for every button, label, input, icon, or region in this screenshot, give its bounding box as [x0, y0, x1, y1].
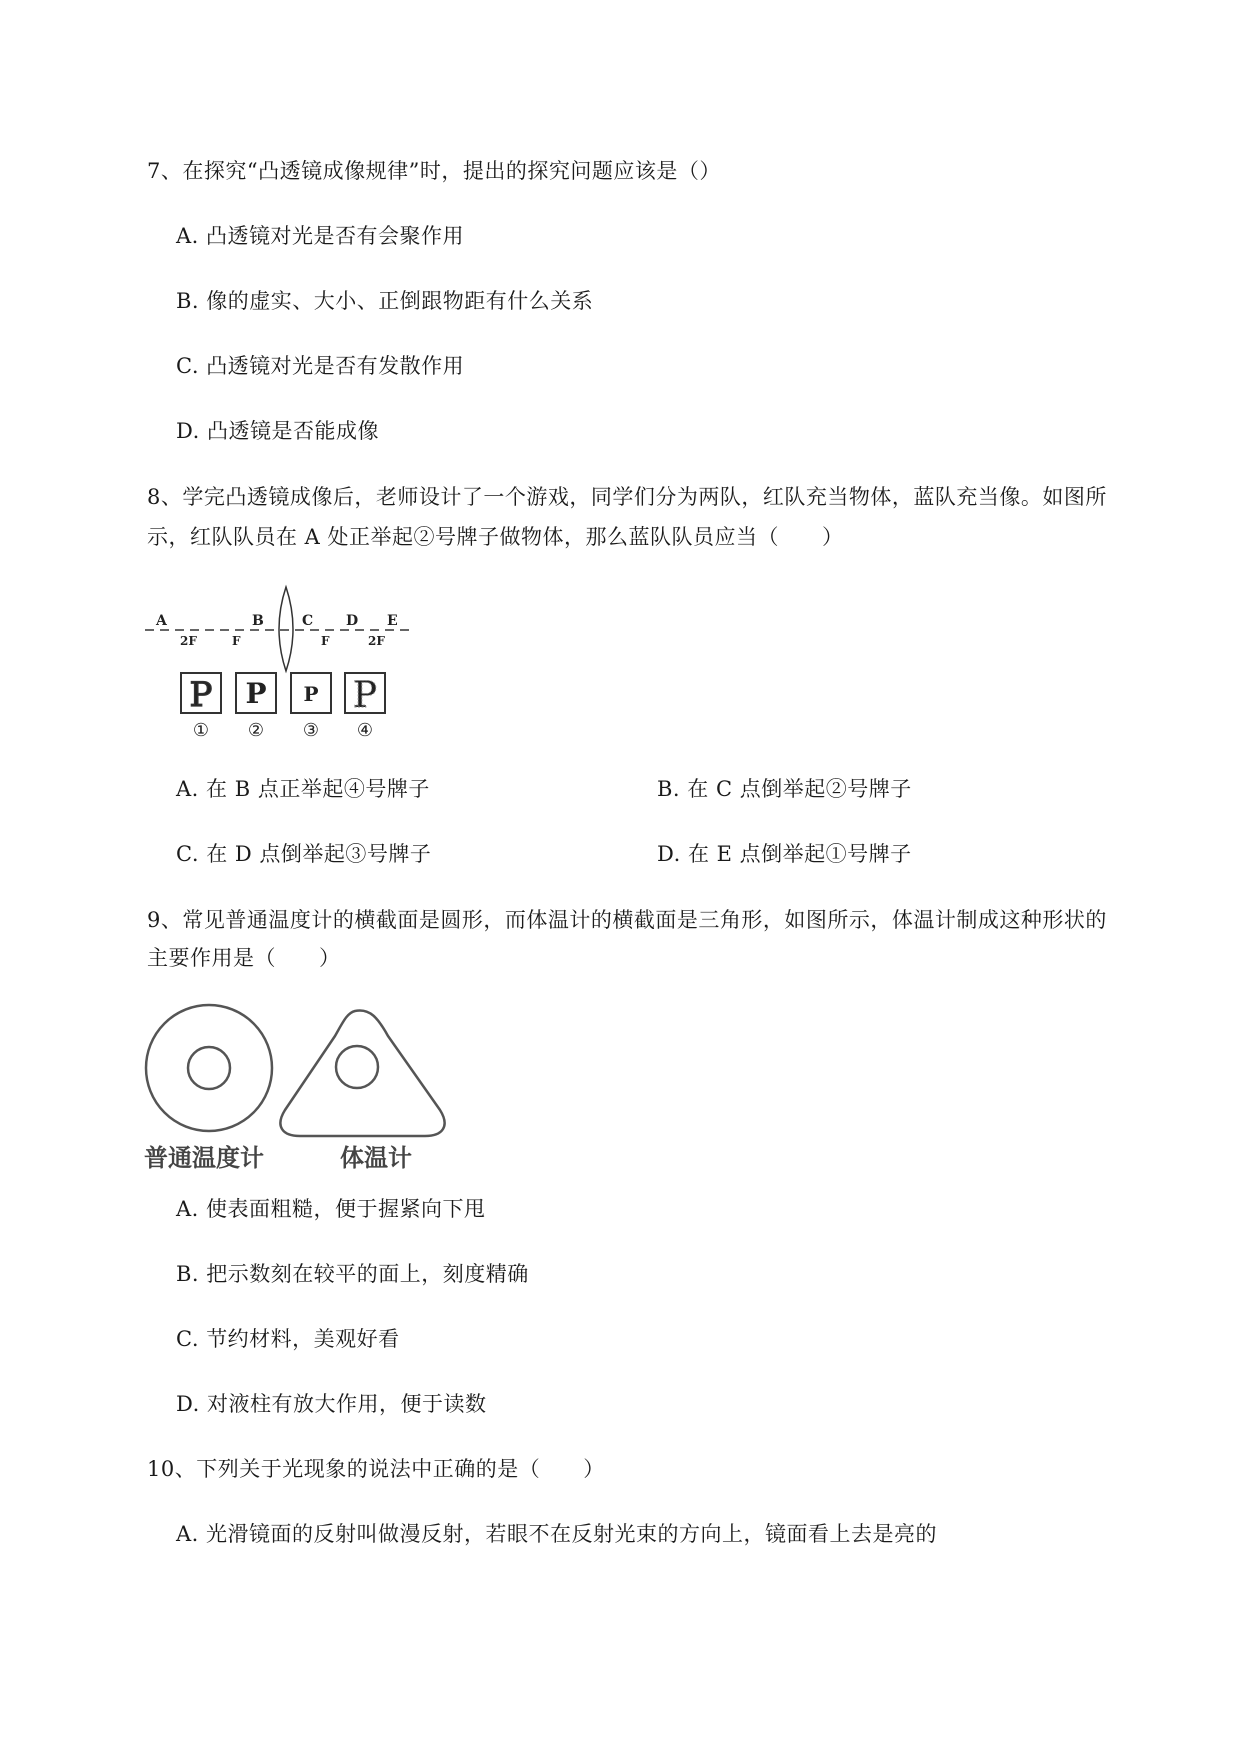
option-text: 在 B 点正举起④号牌子	[206, 777, 430, 801]
q9-option-d	[176, 1390, 486, 1418]
option-label: D.	[657, 842, 681, 866]
card-3-letter: P	[303, 682, 319, 706]
clinical-thermometer-triangle	[280, 1010, 444, 1136]
q9-stem-line1: 9、常见普通温度计的横截面是圆形，而体温计的横截面是三角形，如图所示，体温计制成这种形状的	[147, 908, 1107, 932]
ordinary-thermometer-inner-circle	[188, 1047, 230, 1089]
option-text: 对液柱有放大作用，便于读数	[206, 1392, 487, 1416]
point-label-e: E	[387, 613, 398, 629]
option-label: A.	[176, 1197, 199, 1221]
q10-option-a	[176, 1520, 937, 1548]
option-label: A.	[176, 777, 199, 801]
focal-label-f-left: F	[232, 634, 241, 648]
option-label: B.	[176, 289, 200, 313]
q9-option-b	[176, 1260, 529, 1288]
q8-option-b	[657, 775, 912, 803]
q7-option-b	[176, 287, 593, 315]
point-label-a: A	[156, 613, 167, 629]
lens-game-figure	[140, 585, 430, 745]
option-label: B.	[657, 777, 681, 801]
q8-option-c	[176, 840, 431, 868]
option-text: 像的虚实、大小、正倒跟物距有什么关系	[206, 289, 594, 313]
option-text: 在 D 点倒举起③号牌子	[206, 842, 432, 866]
option-text: 光滑镜面的反射叫做漫反射，若眼不在反射光束的方向上，镜面看上去是亮的	[206, 1522, 938, 1546]
option-label: C.	[176, 1327, 199, 1351]
option-text: 在 C 点倒举起②号牌子	[687, 777, 912, 801]
option-text: 凸透镜对光是否有会聚作用	[206, 224, 465, 248]
option-text: 把示数刻在较平的面上，刻度精确	[206, 1262, 529, 1286]
q8-stem-line2: 示，红队队员在 A 处正举起②号牌子做物体，那么蓝队队员应当（ ）	[147, 525, 844, 549]
q7-option-d	[176, 417, 379, 445]
card-3-number: ③	[302, 720, 320, 741]
ordinary-thermometer-label: 普通温度计	[144, 1144, 264, 1172]
q8-option-d	[657, 840, 912, 868]
ordinary-thermometer-outer-circle	[146, 1005, 272, 1131]
option-text: 在 E 点倒举起①号牌子	[687, 842, 912, 866]
option-label: C.	[176, 842, 199, 866]
card-2-number: ②	[247, 720, 265, 741]
q9-option-c	[176, 1325, 400, 1353]
point-label-c: C	[302, 613, 314, 629]
q8-option-a	[176, 775, 430, 803]
focal-label-2f-right: 2F	[368, 634, 385, 648]
option-label: C.	[176, 354, 199, 378]
option-text: 节约材料，美观好看	[206, 1327, 400, 1351]
focal-label-f-right: F	[321, 634, 330, 648]
q7-option-a	[176, 222, 464, 250]
convex-lens-icon	[279, 587, 293, 671]
option-text: 凸透镜是否能成像	[206, 419, 379, 443]
q8-stem-line1: 8、学完凸透镜成像后，老师设计了一个游戏，同学们分为两队，红队充当物体，蓝队充当像。如图所	[147, 485, 1107, 509]
option-label: D.	[176, 1392, 200, 1416]
card-2-letter: P	[245, 677, 267, 710]
card-1-number: ①	[192, 720, 210, 741]
clinical-thermometer-inner-circle	[336, 1046, 378, 1088]
option-label: D.	[176, 419, 200, 443]
q7-stem: 7、在探究“凸透镜成像规律”时，提出的探究问题应该是（）	[147, 159, 721, 183]
option-label: A.	[176, 224, 199, 248]
clinical-thermometer-label: 体温计	[340, 1144, 412, 1172]
point-label-d: D	[346, 613, 359, 629]
option-label: A.	[176, 1522, 199, 1546]
card-4-letter: P	[352, 675, 378, 716]
card-1-letter: P	[189, 675, 213, 715]
q9-stem-line2: 主要作用是（ ）	[147, 946, 341, 970]
thermometer-cross-section-figure	[140, 1000, 460, 1175]
card-4-number: ④	[356, 720, 374, 741]
focal-label-2f-left: 2F	[180, 634, 197, 648]
option-text: 使表面粗糙，便于握紧向下甩	[206, 1197, 486, 1221]
q9-option-a	[176, 1195, 486, 1223]
point-label-b: B	[252, 613, 264, 629]
option-label: B.	[176, 1262, 200, 1286]
option-text: 凸透镜对光是否有发散作用	[206, 354, 465, 378]
q7-option-c	[176, 352, 464, 380]
q10-stem: 10、下列关于光现象的说法中正确的是（ ）	[147, 1457, 605, 1481]
